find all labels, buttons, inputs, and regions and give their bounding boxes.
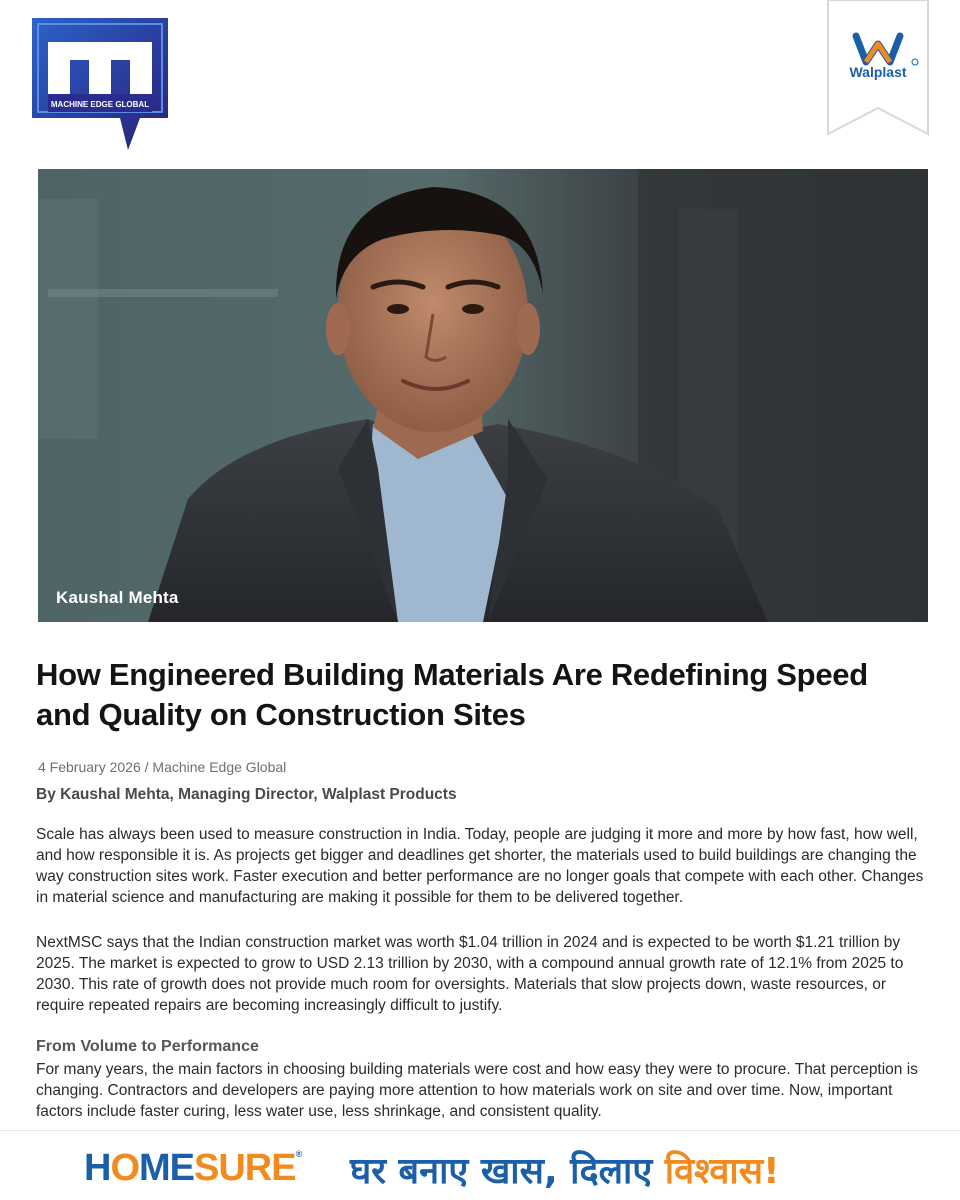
publisher-logo-text: MACHINE EDGE GLOBAL <box>50 100 150 109</box>
article-paragraph-1: Scale has always been used to measure construction in India. Today, people are judging it more and more by how fast, how well, and how responsible it is. As projects get bigger and deadlines get shorter, the materials used to build buildings are changing the way construction sites work. Faster execution and better performance are no longer goals that compete with each other. Changes in material science and manufacturing are making it possible for them to be delivered together. <box>36 826 924 906</box>
article-paragraph-2: NextMSC says that the Indian construction market was worth $1.04 trillion in 2024 and is expected to be worth $1.21 trillion by 2025. The market is expected to grow to USD 2.13 trillion by 2030, with a compound annual growth rate of 12.1% from 2025 to 2030. This rate of growth does not provide much room for oversights. Materials that slow projects down, waste resources, or require repeated repairs are becoming increasingly difficult to justify. <box>36 934 904 1014</box>
walplast-badge[interactable] <box>826 0 930 136</box>
article-source[interactable]: Machine Edge Global <box>152 759 287 775</box>
homesure-ad-banner[interactable] <box>0 1130 960 1200</box>
homesure-tagline: घर बनाए खास, दिलाए विश्वास! <box>350 1151 780 1192</box>
hero-photo <box>38 169 928 622</box>
article-date: 4 February 2026 <box>38 759 141 775</box>
homesure-o-icon: O <box>110 1147 140 1189</box>
article-headline: How Engineered Building Materials Are Redefining Speed and Quality on Construction Sites <box>36 657 868 732</box>
homesure-logo: HOMESURE® <box>84 1147 302 1189</box>
article-paragraph-3: For many years, the main factors in choosing building materials were cost and how easy they were to procure. That perception is changing. Contractors and developers are paying more attention to how materials work on site and over time. Now, important factors include faster curing, less water use, less shrinkage, and consistent quality. <box>36 1061 918 1120</box>
machine-edge-global-logo[interactable] <box>32 14 172 152</box>
article-dateline <box>38 759 286 775</box>
hero-caption: Kaushal Mehta <box>56 588 179 607</box>
article-byline: By Kaushal Mehta, Managing Director, Walplast Products <box>36 786 457 803</box>
sponsor-logo-text: Walplast <box>849 64 907 80</box>
article-subheading: From Volume to Performance <box>36 1038 259 1055</box>
dateline-separator: / <box>140 759 153 775</box>
